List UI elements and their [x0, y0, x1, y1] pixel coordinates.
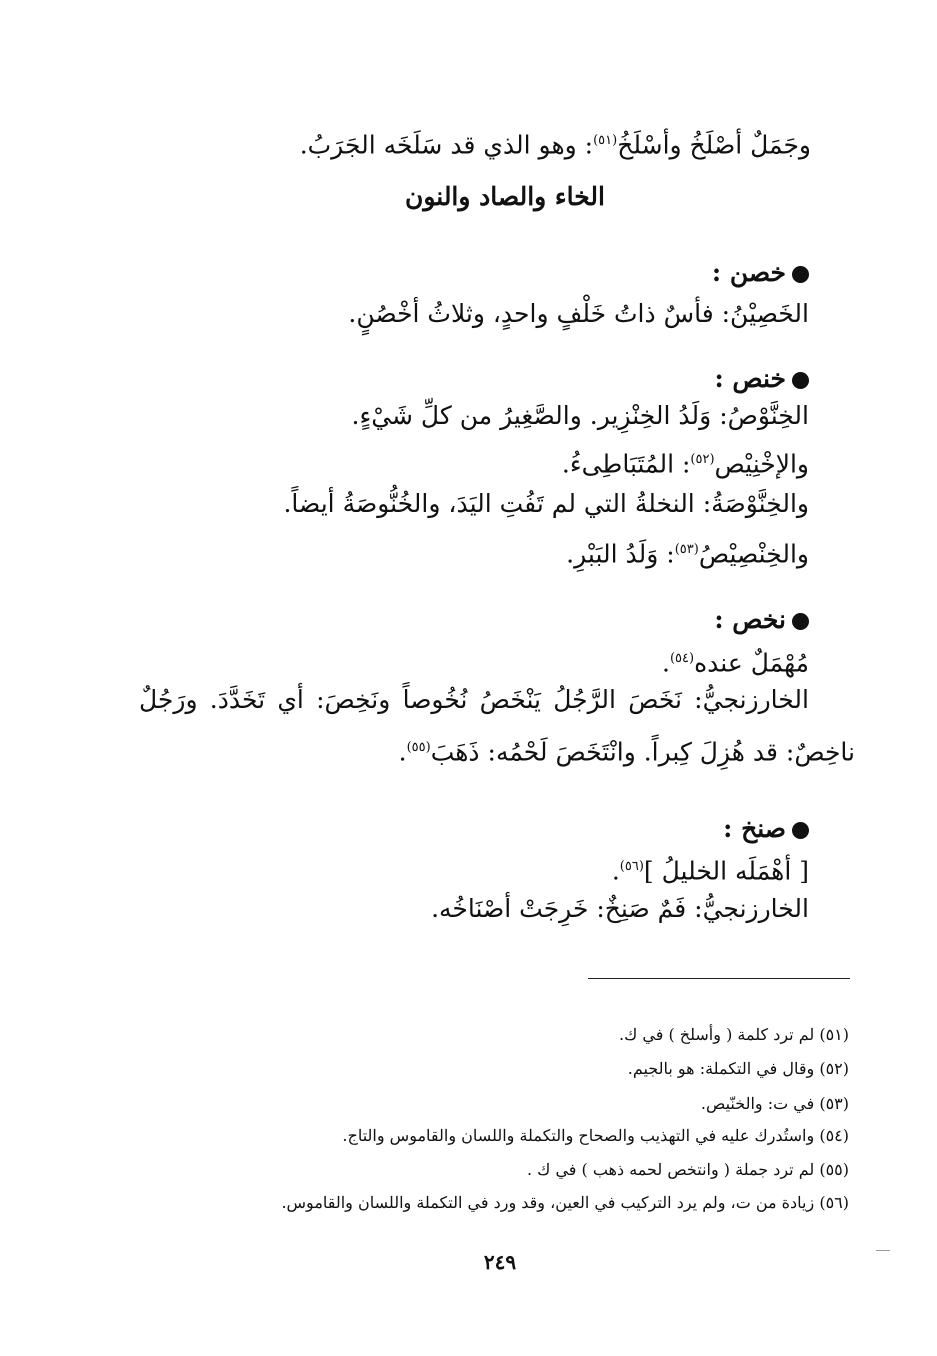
intro-line: وجَمَلٌ أصْلَخُ وأسْلَخُ$^{(٥١)}$: وهو الذي قد سَلَخَه الجَرَبُ.	[299, 130, 811, 160]
entry-line: الخارزنجيُّ: فَمٌ صَنِخٌ: خَرِجَتْ أصْنَاخُه.	[431, 894, 809, 923]
section-title: الخاء والصاد والنون	[405, 182, 605, 211]
bullet-icon	[792, 822, 809, 839]
entry-heading: صنخ :	[723, 812, 809, 846]
entry-heading: خنص :	[714, 362, 809, 396]
entry-heading: خصن :	[712, 256, 809, 290]
footnote: (٥٦) زيادة من ت، ولم يرد التركيب في العين، وقد ورد في التكملة واللسان والقاموس.	[281, 1193, 849, 1212]
entry-line: مُهْمَلٌ عنده$^{(٥٤)}$.	[661, 648, 809, 678]
footnote-ref: (٥٢)	[690, 452, 715, 467]
footnote-divider	[588, 978, 850, 979]
footnote: (٥٢) وقال في التكملة: هو بالجيم.	[627, 1059, 849, 1078]
footnote-ref: (٥٤)	[669, 651, 695, 666]
entry-line: الخَصِيْنُ: فأسٌ ذاتُ خَلْفٍ واحدٍ، وثلاثُ أخْصُنٍ.	[348, 299, 809, 328]
footnote: (٥٥) لم ترد جملة ( وانتخص لحمه ذهب ) في ك .	[527, 1160, 849, 1179]
bullet-icon	[792, 613, 809, 630]
entry-line: والخِنَّوْصَةُ: النخلةُ التي لم تَفُتِ اليَدَ، والخُنُّوصَةُ أيضاً.	[283, 489, 809, 518]
entry-line: الخارزنجيُّ: نَخَصَ الرَّجُلُ يَنْخَصُ نُخُوصاً ونَخِصَ: أي تَخَدَّدَ. ورَجُلٌ	[139, 685, 809, 714]
entry-line: الخِنَّوْصُ: وَلَدُ الخِنْزِير. والصَّغِيرُ من كلِّ شَيْءٍ.	[351, 401, 809, 430]
footnote-ref: (٥٥)	[406, 740, 431, 755]
footnote-ref: (٥١)	[593, 133, 618, 148]
scan-mark	[876, 1250, 890, 1251]
entry-line: والخِنْصِيْصُ$^{(٥٣)}$: وَلَدُ البَبْرِ.	[566, 539, 809, 569]
entry-line: والإخْنِيْص$^{(٥٢)}$: المُتَبَاطِىءُ.	[561, 449, 809, 479]
footnote-ref: (٥٦)	[619, 859, 644, 874]
bullet-icon	[792, 372, 809, 389]
entry-line: [ أهْمَلَه الخليلُ ]$^{(٥٦)}$.	[611, 856, 809, 886]
footnote-ref: (٥٣)	[674, 542, 699, 557]
footnote: (٥١) لم ترد كلمة ( وأسلخ ) في ك.	[619, 1025, 849, 1044]
footnote: (٥٣) في ت: والخنّيص.	[700, 1094, 849, 1113]
footnote: (٥٤) واستُدرك عليه في التهذيب والصحاح والتكملة واللسان والقاموس والتاج.	[342, 1126, 849, 1145]
entry-heading: نخص :	[714, 603, 809, 637]
page-number: ٢٤٩	[483, 1250, 517, 1274]
bullet-icon	[792, 266, 809, 283]
entry-line: ناخِصٌ: قد هُزِلَ كِبراً. وانْتَخَصَ لَحْمُه: ذَهَبَ$^{(٥٥)}$.	[398, 737, 855, 767]
